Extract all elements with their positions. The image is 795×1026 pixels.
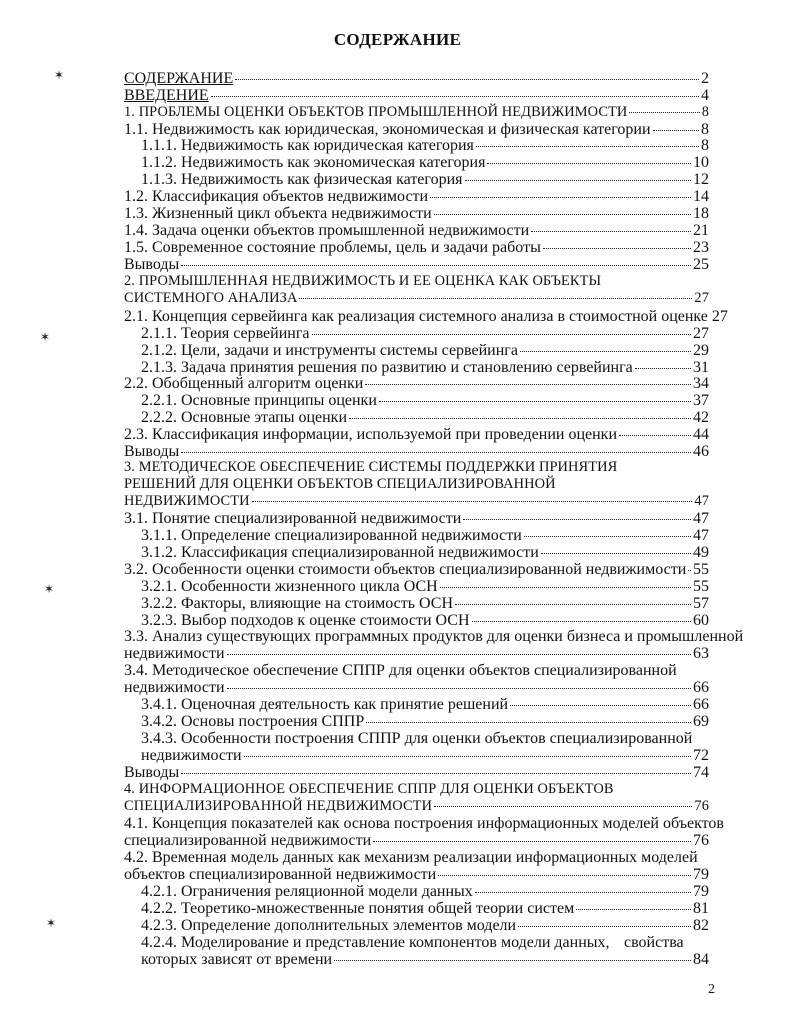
toc-entry[interactable]: 1.1.2. Недвижимость как экономическая категория 10 [141, 154, 709, 171]
toc-entry[interactable]: Выводы 74 [124, 764, 709, 781]
page-number: 2 [708, 982, 715, 997]
toc-entry[interactable]: СОДЕРЖАНИЕ 2 [124, 70, 709, 87]
toc-entry[interactable]: 1.2. Классификация объектов недвижимости 14 [124, 188, 709, 205]
toc-entry[interactable]: 2.1.2. Цели, задачи и инструменты системы сервейинга 29 [141, 342, 709, 359]
toc-entry[interactable]: 2.3. Классификация информации, используемой при проведении оценки 44 [124, 426, 709, 443]
toc-entry-line[interactable]: свойства [624, 934, 684, 951]
scan-speck: ✶ [46, 916, 57, 930]
toc-entry[interactable]: 1.5. Современное состояние проблемы, цель и задачи работы 23 [124, 239, 709, 256]
toc-entry[interactable]: 2.2.2. Основные этапы оценки 42 [141, 409, 709, 426]
toc-entry[interactable]: 2.1.3. Задача принятия решения по развитию и становлению сервейинга 31 [141, 359, 709, 376]
toc-entry[interactable]: недвижимости 63 [124, 645, 709, 662]
toc-entry[interactable]: недвижимости 66 [124, 679, 709, 696]
toc-entry[interactable]: СИСТЕМНОГО АНАЛИЗА 27 [124, 290, 709, 306]
toc-entry[interactable]: 2.2. Обобщенный алгоритм оценки 34 [124, 375, 709, 392]
toc-entry[interactable]: 1.1.3. Недвижимость как физическая категория 12 [141, 171, 709, 188]
toc-entry[interactable]: которых зависят от времени 84 [141, 951, 709, 968]
toc-entry-line[interactable]: 4.2. Временная модель данных как механизм реализации информационных моделей [124, 849, 698, 866]
toc-entry[interactable]: 4.2.2. Теоретико-множественные понятия общей теории систем 81 [141, 900, 709, 917]
toc-entry-line[interactable]: РЕШЕНИЙ ДЛЯ ОЦЕНКИ ОБЪЕКТОВ СПЕЦИАЛИЗИРОВАННОЙ [124, 476, 556, 492]
toc-entry[interactable]: объектов специализированной недвижимости 79 [124, 866, 709, 883]
toc-entry[interactable]: 1.4. Задача оценки объектов промышленной недвижимости 21 [124, 222, 709, 239]
toc-entry-line[interactable]: 4.1. Концепция показателей как основа построения информационных моделей объектов [124, 815, 724, 832]
toc-entry-line[interactable]: 2. ПРОМЫШЛЕННАЯ НЕДВИЖИМОСТЬ И ЕЕ ОЦЕНКА КАК ОБЪЕКТЫ [124, 273, 602, 289]
toc-entry-line[interactable]: 4.2.4. Моделирование и представление компонентов модели данных, [141, 934, 610, 951]
toc-entry-line[interactable]: 3. МЕТОДИЧЕСКОЕ ОБЕСПЕЧЕНИЕ СИСТЕМЫ ПОДДЕРЖКИ ПРИНЯТИЯ [124, 459, 618, 475]
toc-entry[interactable]: Выводы 25 [124, 256, 709, 273]
toc-entry[interactable]: 3.4.1. Оценочная деятельность как принятие решений 66 [141, 696, 709, 713]
toc-entry[interactable]: 1.1. Недвижимость как юридическая, экономическая и физическая категории 8 [124, 121, 709, 138]
toc-entry[interactable]: 3.1.1. Определение специализированной недвижимости 47 [141, 527, 709, 544]
toc-entry[interactable]: 4.2.1. Ограничения реляционной модели данных 79 [141, 883, 709, 900]
toc-entry[interactable]: 3.1.2. Классификация специализированной недвижимости 49 [141, 544, 709, 561]
toc-entry[interactable]: 4.2.3. Определение дополнительных элементов модели 82 [141, 917, 709, 934]
toc-entry[interactable]: 1.1.1. Недвижимость как юридическая категория 8 [141, 137, 709, 154]
toc-entry-line[interactable]: 3.3. Анализ существующих программных продуктов для оценки бизнеса и промышленной [124, 628, 744, 645]
toc-entry[interactable]: СПЕЦИАЛИЗИРОВАННОЙ НЕДВИЖИМОСТИ 76 [124, 798, 709, 814]
toc-entry[interactable]: НЕДВИЖИМОСТИ 47 [124, 493, 709, 509]
toc-entry[interactable]: ВВЕДЕНИЕ 4 [124, 87, 709, 104]
toc-entry-line[interactable]: 3.4. Методическое обеспечение СППР для оценки объектов специализированной [124, 662, 677, 679]
scan-speck: ✶ [40, 330, 51, 344]
toc-entry[interactable]: 3.2.3. Выбор подходов к оценке стоимости ОСН 60 [141, 612, 709, 629]
page-title: СОДЕРЖАНИЕ [333, 30, 462, 49]
toc-entry[interactable]: 1. ПРОБЛЕМЫ ОЦЕНКИ ОБЪЕКТОВ ПРОМЫШЛЕННОЙ НЕДВИЖИМОСТИ 8 [124, 104, 709, 120]
toc-entry-line[interactable]: 4. ИНФОРМАЦИОННОЕ ОБЕСПЕЧЕНИЕ СППР ДЛЯ ОЦЕНКИ ОБЪЕКТОВ [124, 781, 614, 797]
scan-speck: ✶ [44, 582, 55, 596]
toc-entry[interactable]: 2.2.1. Основные принципы оценки 37 [141, 392, 709, 409]
toc-entry[interactable]: специализированной недвижимости 76 [124, 832, 709, 849]
toc-entry[interactable]: 3.2.1. Особенности жизненного цикла ОСН 55 [141, 578, 709, 595]
toc-entry-line[interactable]: 3.4.3. Особенности построения СППР для оценки объектов специализированной [141, 730, 693, 747]
toc-entry[interactable]: 3.2.2. Факторы, влияющие на стоимость ОСН 57 [141, 595, 709, 612]
toc-entry[interactable]: Выводы 46 [124, 443, 709, 460]
scan-speck: ✶ [54, 68, 65, 82]
toc-entry[interactable]: 2.1.1. Теория сервейинга 27 [141, 325, 709, 342]
toc-entry[interactable]: 2.1. Концепция сервейинга как реализация системного анализа в стоимостной оценке 27 [124, 308, 728, 325]
toc-entry[interactable]: 3.2. Особенности оценки стоимости объектов специализированной недвижимости 55 [124, 561, 709, 578]
toc-entry[interactable]: 3.4.2. Основы построения СППР 69 [141, 713, 709, 730]
toc-entry[interactable]: 3.1. Понятие специализированной недвижимости 47 [124, 510, 709, 527]
toc-entry[interactable]: недвижимости 72 [141, 747, 709, 764]
toc-entry[interactable]: 1.3. Жизненный цикл объекта недвижимости 18 [124, 205, 709, 222]
